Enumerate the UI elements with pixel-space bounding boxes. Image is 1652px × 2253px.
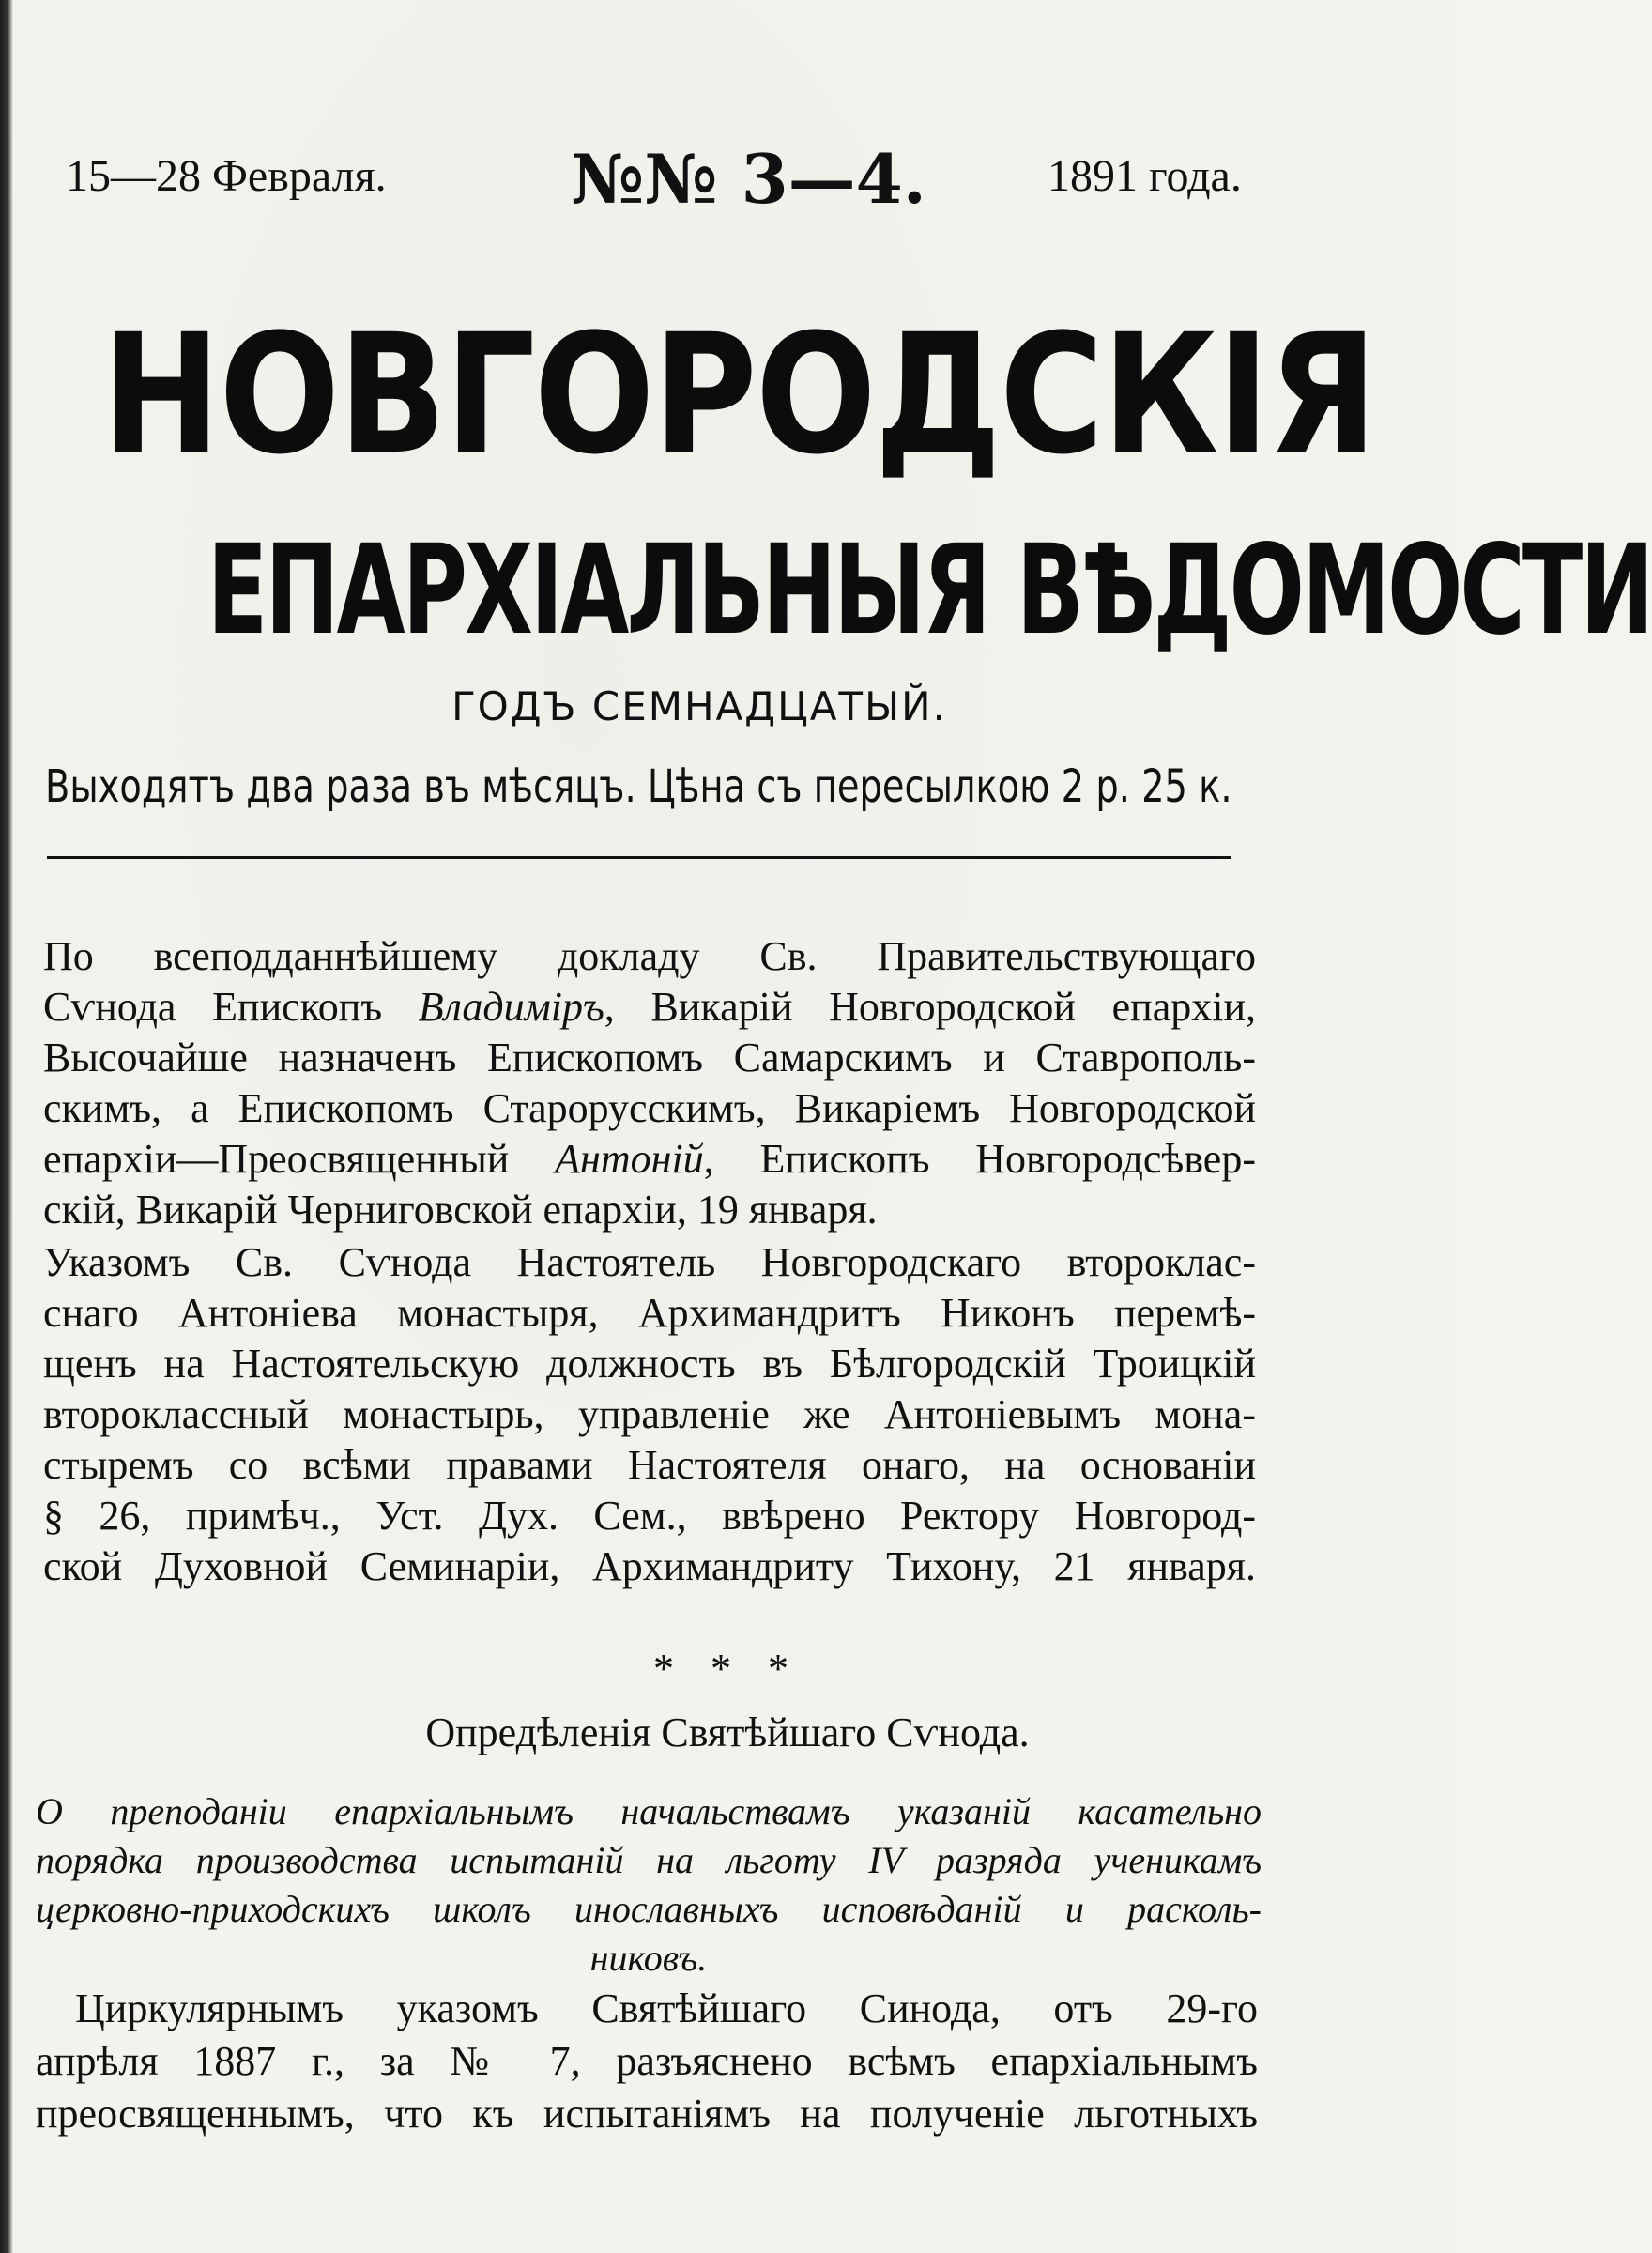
article1-line: [43, 982, 1256, 1033]
masthead-title-line1: НОВГОРОДСКІЯ: [101, 299, 1376, 491]
article3-line: преосвященнымъ, что къ испытаніямъ на полученіе льготныхъ: [36, 2091, 1258, 2137]
article-appointment-2: [43, 1237, 1256, 1592]
bishop-name-vladimir: Владиміръ: [418, 984, 604, 1030]
article3-line: апрѣля 1887 г., за № 7, разъяснено всѣмъ епархіальнымъ: [36, 2038, 1258, 2084]
issue-year: 1891 года.: [1048, 151, 1242, 201]
article2-line: ской Духовной Семинаріи, Архимандриту Тихону, 21 января.: [43, 1543, 1256, 1589]
bishop-name-antoniy: Антоній: [555, 1136, 704, 1182]
abstract-line: порядка производства испытаній на льготу IV разряда ученикамъ: [36, 1839, 1262, 1881]
article2-line: снаго Антоніева монастыря, Архимандритъ Никонъ перемѣ-: [43, 1290, 1256, 1336]
publication-year-label: ГОДЪ СЕМНАДЦАТЫЙ.: [451, 683, 947, 729]
article1-line: Высочайше назначенъ Епископомъ Самарскимъ и Ставрополь-: [43, 1035, 1256, 1081]
article1-line5-rest: , Епископъ Новгородсѣвер-: [703, 1136, 1256, 1182]
article1-line2-start: Сѵнода Епископъ: [43, 984, 419, 1030]
masthead-divider: [47, 856, 1231, 859]
section-heading: Опредѣленія Святѣйшаго Сѵнода.: [425, 1709, 1030, 1755]
abstract-line: никовъ.: [589, 1937, 708, 1979]
article2-line: стыремъ со всѣми правами Настоятеля онаго, на основаніи: [43, 1442, 1256, 1488]
article2-line: Указомъ Св. Сѵнода Настоятель Новгородскаго второклас-: [43, 1239, 1256, 1285]
issue-date: 15—28 Февраля.: [66, 151, 387, 201]
decree-abstract: [36, 1787, 1262, 1983]
article1-line2-rest: , Викарій Новгородской епархіи,: [604, 984, 1257, 1030]
abstract-line: О преподаніи епархіальнымъ начальствамъ указаній касательно: [36, 1790, 1262, 1832]
article1-line: скимъ, а Епископомъ Старорусскимъ, Викаріемъ Новгородской: [43, 1085, 1256, 1131]
article2-line: второклассный монастырь, управленіе же Антоніевымъ мона-: [43, 1391, 1256, 1437]
masthead-title-line2: ЕПАРХІАЛЬНЫЯ ВѢДОМОСТИ: [206, 518, 1652, 663]
abstract-line: церковно-приходскихъ школъ инославныхъ исповѣданій и расколь-: [36, 1888, 1262, 1930]
section-separator: * * *: [653, 1646, 802, 1692]
article-appointment-1: [43, 931, 1256, 1235]
article2-line: щенъ на Настоятельскую должность въ Бѣлгородскій Троицкій: [43, 1341, 1256, 1387]
issue-number: №№ 3—4.: [571, 139, 926, 219]
article1-line5-start: епархіи—Преосвященный: [43, 1136, 556, 1182]
article-circular-decree: [36, 1983, 1258, 2140]
article2-line: § 26, примѣч., Уст. Дух. Сем., ввѣрено Ректору Новгород-: [43, 1493, 1256, 1539]
page-edge-shadow: [0, 0, 13, 2253]
article1-line: [43, 1134, 1256, 1185]
article1-line: По всеподданнѣйшему докладу Св. Правительствующаго: [43, 933, 1256, 979]
article1-line: скій, Викарій Черниговской епархіи, 19 января.: [43, 1187, 878, 1233]
article3-line: Циркулярнымъ указомъ Святѣйшаго Синода, отъ 29-го: [75, 1985, 1258, 2031]
subscription-info: Выходятъ два раза въ мѣсяцъ. Цѣна съ пересылкою 2 р. 25 к.: [45, 760, 1232, 813]
